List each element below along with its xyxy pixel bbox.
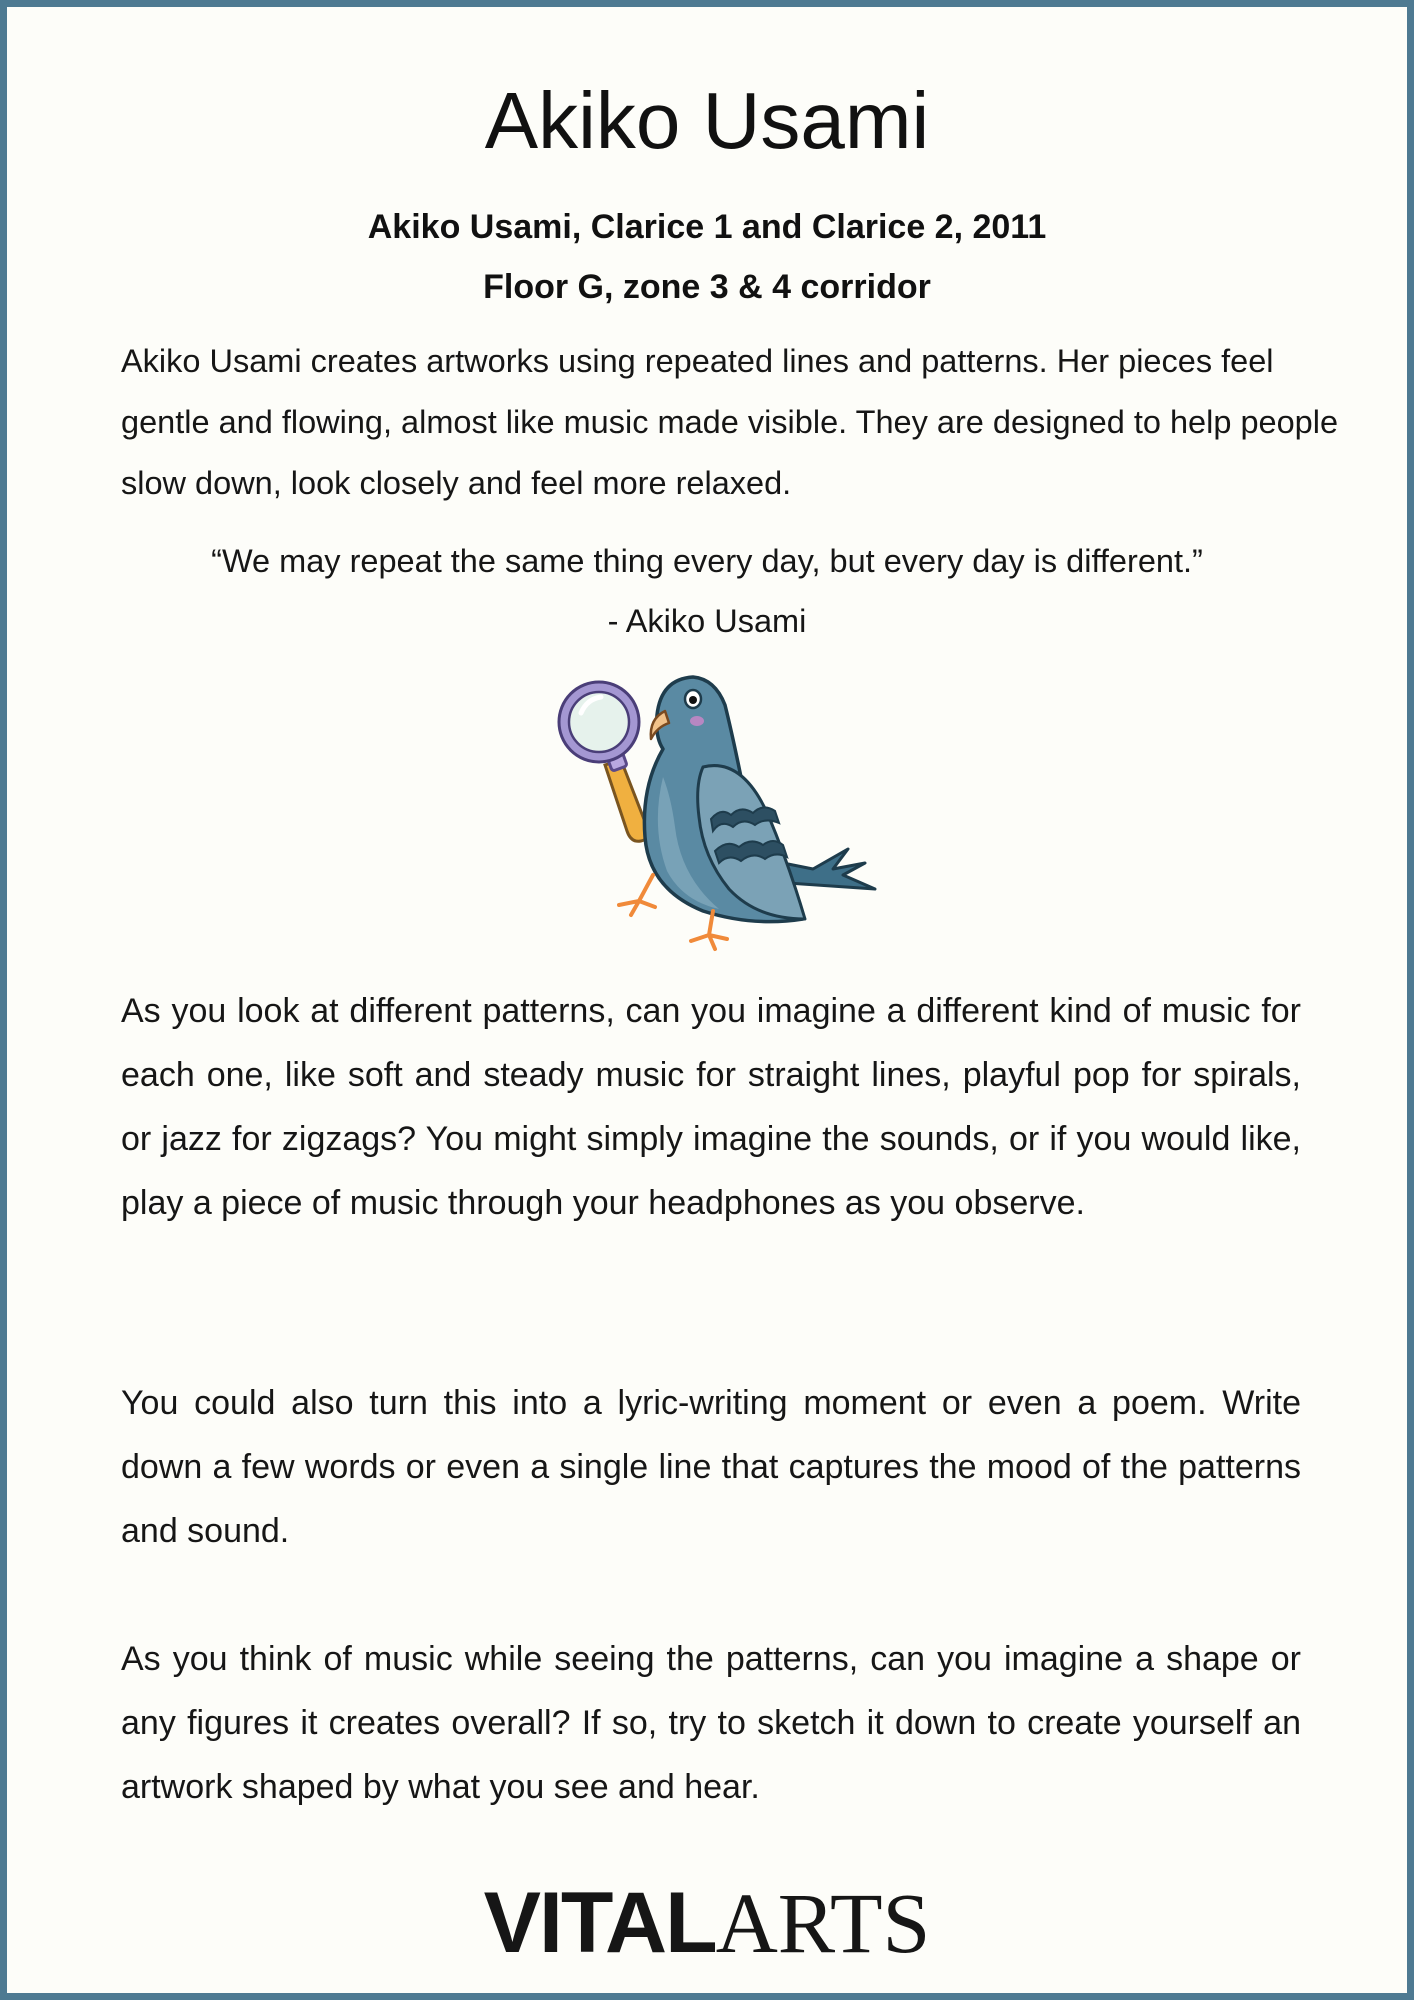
- quote-text: “We may repeat the same thing every day, but every day is different.”: [211, 543, 1203, 579]
- artwork-credit: Akiko Usami, Clarice 1 and Clarice 2, 2011: [367, 208, 1047, 246]
- location-label: Floor G, zone 3 & 4 corridor: [483, 268, 931, 306]
- body-paragraph: As you look at different patterns, can you imagine a different kind of music for each one, like soft and steady music for straight lines, playful pop for spirals, or jazz for zigzags? You might simply imagine the sounds, or if you would like, play a piece of music through your headphones as you observe.: [121, 992, 1301, 1222]
- page-title: Akiko Usami: [484, 76, 930, 165]
- body-paragraph: As you think of music while seeing the patterns, can you imagine a shape or any figures it creates overall? If so, try to sketch it down to create yourself an artwork shaped by what you see and hear.: [121, 1640, 1301, 1806]
- artist-quote: [7, 531, 1407, 651]
- vitalarts-logo: [7, 1873, 1407, 1973]
- activity-sheet: [7, 7, 1407, 1993]
- logo-arts-text: ARTS: [715, 1875, 931, 1971]
- quote-attribution: - Akiko Usami: [607, 603, 807, 639]
- body-paragraph: You could also turn this into a lyric-writing moment or even a poem. Write down a few words or even a single line that captures the mood of the patterns and sound.: [121, 1384, 1301, 1550]
- logo-vital-text: VITAL: [483, 1875, 716, 1971]
- pigeon-with-magnifying-glass-icon: [543, 657, 913, 957]
- intro-paragraph: Akiko Usami creates artworks using repeated lines and patterns. Her pieces feel gentle and flowing, almost like music made visible. They are designed to help people slow down, look closely and feel more relaxed.: [121, 343, 1339, 501]
